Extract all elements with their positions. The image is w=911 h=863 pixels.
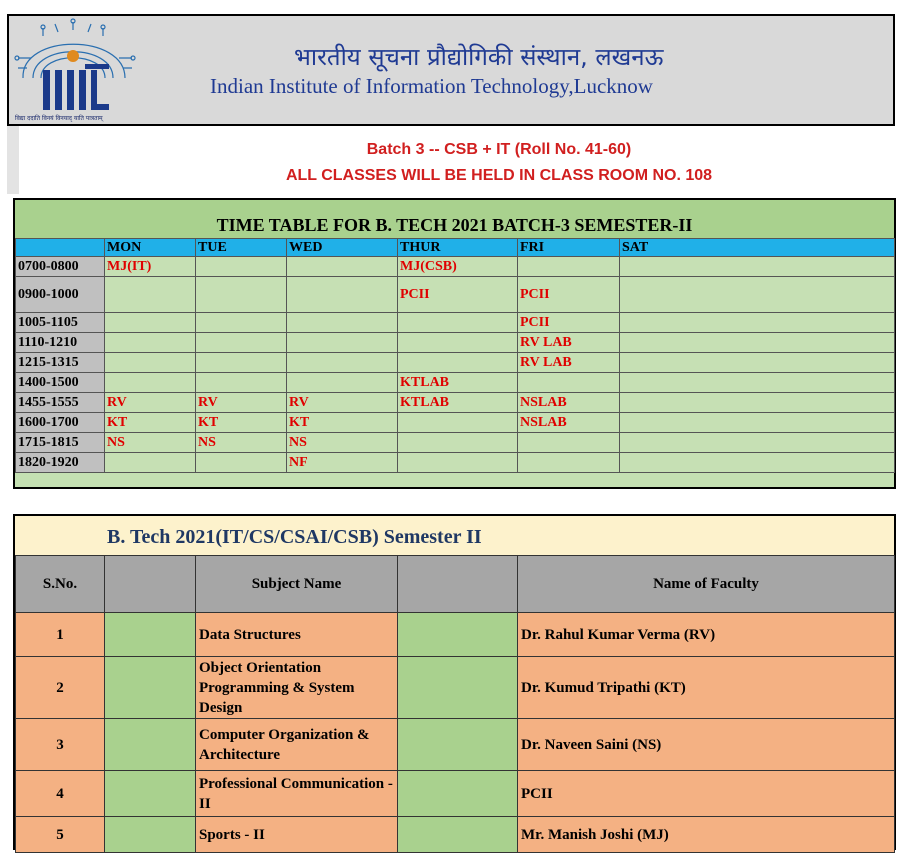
subject-row [16, 719, 895, 771]
class-cell [620, 433, 895, 453]
class-cell [287, 353, 398, 373]
class-cell [196, 257, 287, 277]
day-header-thur: THUR [398, 239, 518, 257]
class-cell: KT [105, 413, 196, 433]
class-cell [620, 277, 895, 313]
green-cell [398, 817, 518, 853]
timetable-row [16, 433, 895, 453]
class-cell: RV [105, 393, 196, 413]
timetable-grid [15, 238, 895, 473]
green-cell [105, 613, 196, 657]
subject-header: Subject Name [196, 556, 398, 613]
green-cell [398, 657, 518, 719]
day-header-blank [16, 239, 105, 257]
time-slot: 1455-1555 [16, 393, 105, 413]
class-cell [620, 353, 895, 373]
class-cell [398, 413, 518, 433]
subject-sno: 5 [16, 817, 105, 853]
class-cell [620, 393, 895, 413]
institute-name-english: Indian Institute of Information Technology,Lucknow [210, 74, 653, 98]
time-slot: 1005-1105 [16, 313, 105, 333]
class-cell [620, 373, 895, 393]
class-cell [287, 257, 398, 277]
class-cell [398, 453, 518, 473]
class-cell: KTLAB [398, 393, 518, 413]
subject-row [16, 817, 895, 853]
class-cell [620, 413, 895, 433]
class-cell [196, 373, 287, 393]
class-cell [196, 353, 287, 373]
class-cell [105, 353, 196, 373]
class-cell [620, 333, 895, 353]
class-cell [196, 313, 287, 333]
class-cell [518, 453, 620, 473]
class-cell [398, 333, 518, 353]
iiit-logo-icon [13, 18, 137, 124]
class-cell [287, 373, 398, 393]
class-cell [287, 333, 398, 353]
subject-sno: 1 [16, 613, 105, 657]
class-cell [196, 333, 287, 353]
class-cell [620, 257, 895, 277]
faculty-name: Dr. Naveen Saini (NS) [518, 719, 895, 771]
class-cell [287, 313, 398, 333]
faculty-header: Name of Faculty [518, 556, 895, 613]
class-cell [620, 453, 895, 473]
class-cell [105, 277, 196, 313]
time-slot: 1215-1315 [16, 353, 105, 373]
green-cell [398, 771, 518, 817]
subject-sno: 3 [16, 719, 105, 771]
class-cell [196, 453, 287, 473]
timetable-row [16, 277, 895, 313]
class-cell: RV LAB [518, 353, 620, 373]
subject-name: Object Orientation Programming & System Design [196, 657, 398, 719]
class-cell [196, 277, 287, 313]
green-cell [105, 719, 196, 771]
class-cell: KT [287, 413, 398, 433]
time-slot: 0700-0800 [16, 257, 105, 277]
class-cell [105, 453, 196, 473]
class-cell: NSLAB [518, 413, 620, 433]
subject-row [16, 613, 895, 657]
class-cell [105, 333, 196, 353]
time-slot: 1400-1500 [16, 373, 105, 393]
class-cell: KTLAB [398, 373, 518, 393]
header-blank [105, 556, 196, 613]
timetable-row [16, 333, 895, 353]
class-cell [105, 313, 196, 333]
day-header-tue: TUE [196, 239, 287, 257]
class-cell: NSLAB [518, 393, 620, 413]
class-cell: NS [105, 433, 196, 453]
green-cell [105, 817, 196, 853]
faculty-name: PCII [518, 771, 895, 817]
class-cell [518, 433, 620, 453]
day-header-mon: MON [105, 239, 196, 257]
subject-row [16, 657, 895, 719]
subject-sno: 4 [16, 771, 105, 817]
logo-motto: विद्या ददाति विनयं विनयाद् याति पात्रताम् [15, 115, 103, 122]
subject-name: Professional Communication -II [196, 771, 398, 817]
timetable-row [16, 393, 895, 413]
green-cell [105, 657, 196, 719]
class-cell: RV [196, 393, 287, 413]
class-cell [518, 257, 620, 277]
class-cell: NF [287, 453, 398, 473]
header-blank [398, 556, 518, 613]
timetable-row [16, 257, 895, 277]
institute-header [7, 14, 895, 126]
subject-row [16, 771, 895, 817]
time-slot: 0900-1000 [16, 277, 105, 313]
subject-name: Sports - II [196, 817, 398, 853]
time-slot: 1820-1920 [16, 453, 105, 473]
class-cell: RV LAB [518, 333, 620, 353]
class-cell [398, 433, 518, 453]
class-cell: MJ(IT) [105, 257, 196, 277]
class-cell: NS [287, 433, 398, 453]
class-cell: KT [196, 413, 287, 433]
institute-name-hindi: भारतीय सूचना प्रौद्योगिकी संस्थान, लखनऊ [294, 43, 664, 71]
faculty-name: Dr. Kumud Tripathi (KT) [518, 657, 895, 719]
subject-name: Data Structures [196, 613, 398, 657]
class-cell [105, 373, 196, 393]
day-header-wed: WED [287, 239, 398, 257]
subject-sno: 2 [16, 657, 105, 719]
subject-name: Computer Organization & Architecture [196, 719, 398, 771]
time-slot: 1110-1210 [16, 333, 105, 353]
timetable-row [16, 313, 895, 333]
timetable-row [16, 453, 895, 473]
class-cell: RV [287, 393, 398, 413]
subjects-grid [15, 555, 895, 853]
class-cell: MJ(CSB) [398, 257, 518, 277]
subjects-header-row [16, 556, 895, 613]
timetable [13, 198, 896, 489]
subjects-table [13, 514, 896, 850]
day-header-row [16, 239, 895, 257]
green-cell [398, 719, 518, 771]
class-cell [398, 353, 518, 373]
time-slot: 1715-1815 [16, 433, 105, 453]
class-cell [287, 277, 398, 313]
timetable-row [16, 413, 895, 433]
timetable-title: TIME TABLE FOR B. TECH 2021 BATCH-3 SEMESTER-II [15, 200, 894, 238]
classroom-banner: ALL CLASSES WILL BE HELD IN CLASS ROOM NO. 108 [285, 167, 713, 184]
class-cell: PCII [518, 277, 620, 313]
timetable-row [16, 353, 895, 373]
batch-banner: Batch 3 -- CSB + IT (Roll No. 41-60) [366, 141, 632, 158]
faculty-name: Mr. Manish Joshi (MJ) [518, 817, 895, 853]
class-cell: NS [196, 433, 287, 453]
subjects-title-text: B. Tech 2021(IT/CS/CSAI/CSB) Semester II [107, 526, 482, 548]
sno-header: S.No. [16, 556, 105, 613]
class-cell: PCII [518, 313, 620, 333]
green-cell [105, 771, 196, 817]
day-header-sat: SAT [620, 239, 895, 257]
class-cell [620, 313, 895, 333]
class-cell [518, 373, 620, 393]
subjects-title [15, 516, 894, 555]
faculty-name: Dr. Rahul Kumar Verma (RV) [518, 613, 895, 657]
class-cell: PCII [398, 277, 518, 313]
day-header-fri: FRI [518, 239, 620, 257]
timetable-row [16, 373, 895, 393]
class-cell [398, 313, 518, 333]
green-cell [398, 613, 518, 657]
time-slot: 1600-1700 [16, 413, 105, 433]
